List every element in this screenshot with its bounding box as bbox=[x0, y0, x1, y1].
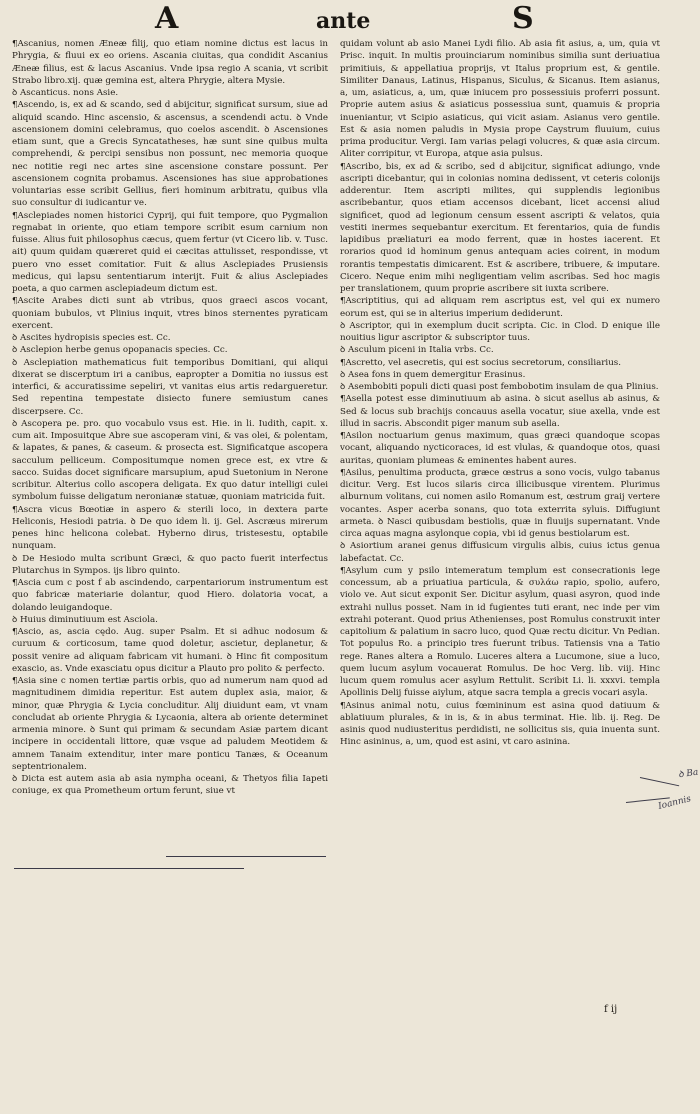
dictionary-entry: ¶Asella potest esse diminutiuum ab asina. ꝺ sicut asellus ab asinus, & Sed & locus sub brachijs concauus asella vocatur, siue axella, vnde est illud in sacris. Abscondit piger manum sub asella. bbox=[340, 394, 660, 429]
dictionary-entry: ¶Ascra vicus Bœotiæ in aspero & sterili loco, in dextera parte Heliconis, Hesiodi patria. ꝺ De quo idem li. ij. Gel. Ascræus mirerum penes hinc helicona colebat. Hyberno dirus, tristesestu, optabile nunquam. bbox=[12, 504, 328, 552]
dictionary-entry: ¶Ascribo, bis, ex ad & scribo, sed d abijcitur, significat adiungo, vnde ascripti dicebantur, qui in colonias nomina dedissent, vt ceteris colonijs adderentur. Item ascripti milites, qui supplendis legionibus ascribebantur, quos etiam accensos dicebant, licet accensi aliud significet, quod ad legionum censum essent ascripti & velatos, quia vestiti inermes sequebantur exercitum. Et ferentarios, quia de fundis lapidibus præliaturi ea modo ferrent, quæ in hostes iacerent. Et rorarios quod id hominum genus antequam acies coirent, in modum rorantis tempestatis dimicarent. Est & ascribere, tribuere, & imputare. Cicero. Neque enim mihi negligentiam velim ascribas. Sed hoc magis per translationem, quum proprie ascribere sit iuxta scribere. bbox=[340, 161, 660, 294]
header-right-initial: S bbox=[512, 1, 534, 36]
dictionary-entry: ¶Ascriptitius, qui ad aliquam rem ascriptus est, vel qui ex numero eorum est, qui se in alterius imperium dediderunt. bbox=[340, 296, 660, 319]
dictionary-entry: quidam volunt ab asio Manei Lydi filio. Ab asia fit asius, a, um, quia vt Prisc. inquit. In multis prouinciarum nominibus similia sunt deriuatiua primitiuis, & appellatiua proprijs, vt Italus proprium est, & gentile. Similiter Danaus, Latinus, Hispanus, Siculus, & Sicanus. Item asianus, a, um, asiaticus, a, um, quæ iniucem pro possessiuis proferri possunt. Proprie autem asius & asiaticus possessiua sunt, quamuis & propria inueniantur, vt Scipio asiaticus, qui vicit asiam. Asianus vero gentile. Est & asia nomen paludis in Mysia prope Caystrum fluuium, cuius prima producitur. Vergi. Iam varias pelagi volucres, & quæ asia circum. Aliter corripitur, vt Europa, atque asia pulsus. bbox=[340, 39, 660, 160]
dictionary-entry: ¶Ascio, as, ascia cędo. Aug. super Psalm. Et si adhuc nodosum & curuum & corticosum, tame quod doletur, ascietur, deplanetur, & possit venire ad aliquam fabricam vit humani. ꝺ Hinc fit compositum exascio, as. Vnde exasciatu opus dicitur a Plauto pro polito & perfecto. bbox=[12, 627, 328, 674]
dictionary-entry: ꝺ Ascanticus. nons Asie. bbox=[12, 88, 119, 98]
dictionary-entry: ꝺ De Hesiodo multa scribunt Græci, & quo pacto fuerit interfectus Plutarchus in Sympos. ijs libro quinto. bbox=[12, 553, 328, 576]
dictionary-entry: ¶Ascendo, is, ex ad & scando, sed d abijcitur, significat sursum, siue ad aliquid scando. Hinc ascensio, & ascensus, a scendendi actu. ꝺ Vnde ascensionem domini celebramus, quo coelos ascendit. ꝺ Ascensiones etiam sunt, que a Grecis Syncatatheses, hæ sunt sine quibus multa comprehendi, & percipi sensibus non possunt, nec memoria quoque nec notitie regi nec artes sine ascensione constare possunt. Per ascensionem cognita probamus. Ascensiones has siue approbationes voluntarias esse scribit Gellius, fieri hominum arbitratu, quibus vlla suo consultur di iudicantur ve. bbox=[12, 100, 328, 209]
dictionary-entry: ꝺ Asculum piceni in Italia vrbs. Cc. bbox=[340, 345, 494, 356]
dictionary-entry: ¶Asinus animal notu, cuius fœmininum est asina quod datiuum & ablatiuum plurales, & in is, & in abus terminat. Hie. lib. ij. Reg. De asinis quod nudiusteritus perdidisti, ne sollicitus sis, quia inuenta sunt. Hinc asininus, a, um, quod est asini, vt caro asinina. bbox=[340, 700, 660, 748]
left-column bbox=[12, 38, 328, 1078]
dictionary-entry: ꝺ Asclepiation mathematicus fuit temporibus Domitiani, qui aliqui dixerat se discerptum iri a canibus, eapropter a Domitia no iussus est interfici, & accuratissime sepeliri, vt vanitas eius artis redargueretur. Sed repentina tempestate disiecto funere semiustum canes discerpsere. Cc. bbox=[12, 357, 328, 417]
dictionary-entry: ꝺ Asiortium aranei genus diffusicum virgulis albis, cuius ictus genua labefactat. Cc. bbox=[340, 541, 660, 564]
dictionary-entry: ꝺ Ascriptor, qui in exemplum ducit scripta. Cic. in Clod. D enique ille nouitius ligur ascriptor & subscriptor tuus. bbox=[340, 320, 660, 343]
dictionary-entry: ꝺ Asclepion herbe genus opopanacis species. Cc. bbox=[12, 345, 228, 356]
margin-handwritten-note: Ioannis bbox=[657, 794, 693, 812]
right-column bbox=[340, 38, 660, 1038]
margin-handwritten-note: ꝺ Ba bbox=[677, 767, 700, 781]
header-title: ante bbox=[316, 8, 371, 34]
ink-underline bbox=[14, 868, 244, 869]
dictionary-entry: ¶Ascanius, nomen Æneæ filij, quo etiam nomine dictus est lacus in Phrygia, & fluui ex eo oriens. Ascania ciuitas, qua condidit Ascanius Æneæ filius, est & lacus Ascanius. Vnde ipsa regio A scania, vt scribit Strabo libro.xij. quæ gemina est, altera Phrygie, altera Mysie. bbox=[12, 39, 328, 86]
running-header bbox=[0, 2, 700, 36]
dictionary-entry: ꝺ Huius diminutiuum est Asciola. bbox=[12, 614, 158, 625]
dictionary-entry: ¶Ascia cum c post f ab ascindendo, carpentariorum instrumentum est quo fabricæ materiarie dolantur, quod Hiero. dolatoria vocat, a dolando leuigandoque. bbox=[12, 578, 328, 613]
dictionary-entry: ¶Asclepiades nomen historici Cyprij, qui fuit tempore, quo Pygmalion regnabat in oriente, quo etiam tempore scribit esum carnium non fuisse. Alius fuit philosophus cæcus, quem fertur (vt Cicero lib. v. Tusc. ait) quum quidam quæreret quid ei cæcitas attulisset, respondisse, vt puero vno esset comitatior. Fuit & alius Asclepiades Prusiensis medicus, qui lapsu sententiarum interijt. Fuit & alius Asclepiades poeta, a quo carmen asclepiadeum dictum est. bbox=[12, 210, 328, 294]
dictionary-entry: ¶Ascite Arabes dicti sunt ab vtribus, quos graeci ascos vocant, quoniam bubulos, vt Plinius inquit, vtres binos sternentes pyraticam exercent. bbox=[12, 296, 328, 331]
folio-signature: f ij bbox=[604, 1004, 618, 1015]
dictionary-entry: ꝺ Asea fons in quem demergitur Erasinus. bbox=[340, 369, 526, 380]
dictionary-entry: ¶Asilus, penultima producta, græce œstrus a sono vocis, vulgo tabanus dicitur. Verg. Est lucos silaris circa illicibusque virentem. Plurimus alburnum volitans, cui nomen asilo Romanum est, œstrum graij vertere vocantes. Asper acerba sonans, quo tota exterrita syluis. Diffugiunt armeta. ꝺ Nasci quibusdam bestiolis, quæ in fluuijs supernatant. Vnde circa aquas magna asylonque copia, vbi id genus bestiolarum est. bbox=[340, 467, 660, 539]
dictionary-entry: ꝺ Dicta est autem asia ab asia nympha oceani, & Thetyos filia Iapeti coniuge, ex qua Prometheum ortum ferunt, siue vt bbox=[12, 774, 328, 797]
dictionary-entry: ¶Asylum cum y psilo intemeratum templum est consecrationis lege concessum, ab a priuatiua particula, & συλάω rapio, spolio, aufero, violo ve. Aut sicut exponit Ser. Dicitur asylum, quasi asyron, quod inde extrahi nullus posset. Nam in id fugientes tuti erant, nec inde per vim extrahi poterant. Quod prius Athenienses, post Romulus construxit inter capitolium & palatium in sacro luco, quod Quæ rectu dicitur. Vn Pedian. Tot populus Ro. a principio tres fuerunt tribus. Tatiensis vna a Tatio rege. Ranes altera a Romulo. Luceres altera a Lucumone, siue a luco, quem lucum asylum vocauerat Romulus. De hoc Verg. lib. viij. Hinc lucum quem romulus acer asylum Rettulit. Scribit Li. li. xxxvi. templa Apollinis Delij fuisse aiylum, atque sacra templa a grecis vocari asyla. bbox=[340, 565, 660, 699]
ink-underline bbox=[166, 856, 326, 857]
dictionary-entry: ꝺ Asembobiti populi dicti quasi post fembobotim insulam de qua Plinius. bbox=[340, 382, 659, 392]
header-left-initial: A bbox=[155, 1, 179, 36]
dictionary-entry: ꝺ Ascites hydropisis species est. Cc. bbox=[12, 333, 171, 343]
dictionary-entry: ꝺ Ascopera pe. pro. quo vocabulo vsus est. Hie. in li. Iudith, capit. x. cum ait. Imposuitque Abre sue ascoperam vini, & vas olei, & polentam, & lapates, & panes, & caseum. & prosecta est. Significatque ascopera sacculum pelliceum. Compositumque nomen grece est, ex vtre & sacco. Suidas docet significare marsupium, apud Suetonium in Nerone scribitur. Alterius collo ascopera deligata. Ex quo datur intelligi culei symbolum fuisse deligatum neronianæ statuæ, quoniam matricida fuit. bbox=[12, 418, 328, 503]
dictionary-entry: ¶Asilon noctuarium genus maximum, quas græci quandoque scopas vocant, aliquando nycticoraces, id est vlulas, & quandoque otos, quasi auritas, quoniam plumeas & eminentes habent aures. bbox=[340, 431, 660, 466]
dictionary-entry: ¶Asia sine c nomen tertiæ partis orbis, quo ad numerum nam quod ad magnitudinem dimidia reperitur. Est autem duplex asia, maior, & minor, quæ Phrygia & Lycia concluditur. Alij diuidunt eam, vt vnam concludat ab oriente Phrygia & Lycaonia, altera ab oriente determinet armenia minore. ꝺ Sunt qui primam & secundam Asiæ partem dicant incipere in occidentali littore, quæ vsque ad paludem Meotidem & amnem Tanaim extenditur, inter mare ponticu Tanæs, & Oceanum septentrionalem. bbox=[12, 676, 328, 772]
dictionary-entry: ¶Ascretto, vel asecretis, qui est socius secretorum, consiliarius. bbox=[340, 357, 622, 368]
